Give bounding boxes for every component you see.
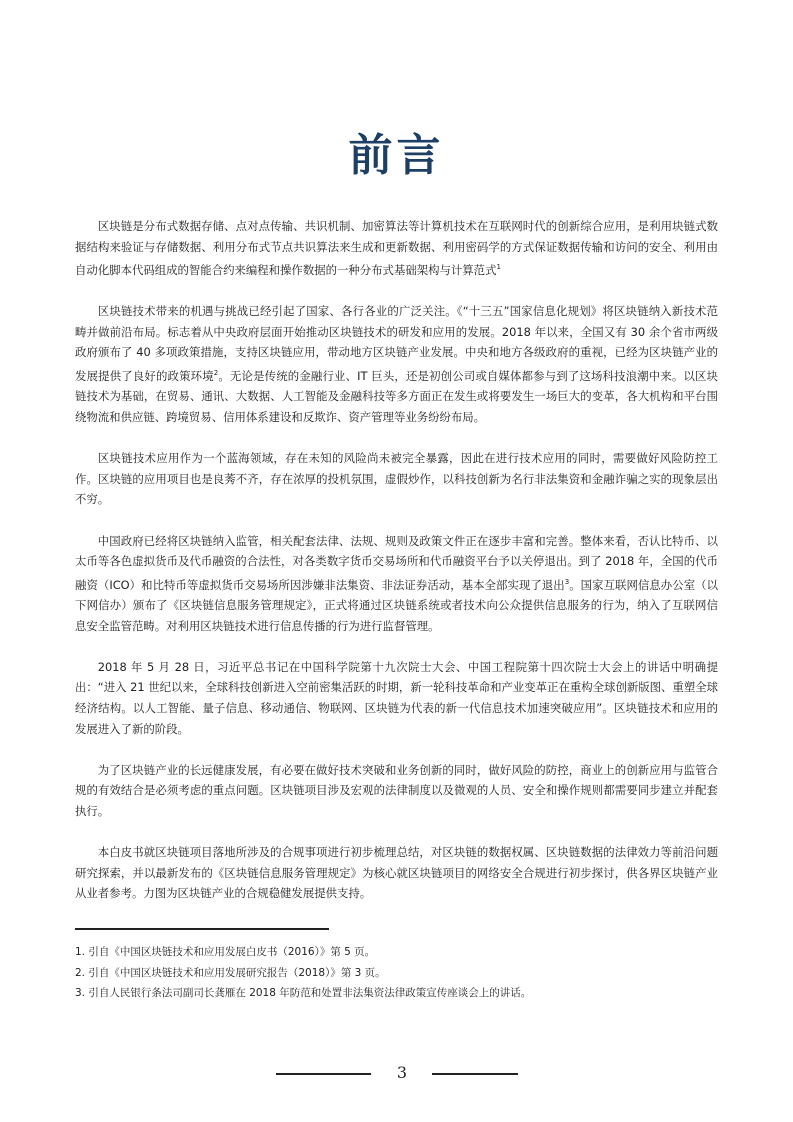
paragraph-3 xyxy=(75,448,718,510)
footnote-ref: 3 xyxy=(564,577,570,586)
page-title: 前言 xyxy=(348,130,445,181)
paragraph-text-cont: 。无论是传统的金融行业、IT 巨头，还是初创公司或自媒体都参与到了这场科技浪潮中来。以区块链技术为基础，在贸易、通讯、大数据、人工智能及金融科技等多方面正在发生或将要发生一场巨大的变革，各大机构和平台围绕物流和供应链、跨境贸易、信用体系建设和反欺诈、资产管理等业务纷纷布局。 xyxy=(75,368,718,424)
footnote-2: 2. 引自《中国区块链技术和应用发展研究报告（2018）》第 3 页。 xyxy=(75,966,386,979)
paragraph-5 xyxy=(75,657,718,739)
footnote-divider xyxy=(75,928,329,930)
paragraph-7 xyxy=(75,842,718,904)
page-footer xyxy=(0,1062,793,1086)
footer-rule-left xyxy=(276,1073,371,1075)
paragraph-text: 本白皮书就区块链项目落地所涉及的合规事项进行初步梳理总结，对区块链的数据权属、区块链数据的法律效力等前沿问题研究探索，并以最新发布的《区块链信息服务管理规定》为核心就区块链项目的网络安全合规进行初步探讨，供各界区块链产业从业者参考。力图为区块链产业的合规稳健发展提供支持。 xyxy=(75,845,718,901)
paragraph-1 xyxy=(75,216,718,281)
footnote-1: 1. 引自《中国区块链技术和应用发展白皮书（2016）》第 5 页。 xyxy=(75,946,376,958)
paragraph-text: 区块链技术应用作为一个蓝海领域，存在未知的风险尚未被完全暴露，因此在进行技术应用的同时，需要做好风险防控工作。区块链的应用项目也是良莠不齐，存在浓厚的投机氛围，虚假炒作，以科技创新为名行非法集资和金融诈骗之实的现象层出不穷。 xyxy=(75,451,718,507)
page-number: 3 xyxy=(396,1063,408,1082)
paragraph-text: 为了区块链产业的长远健康发展，有必要在做好技术突破和业务创新的同时，做好风险的防控，商业上的创新应用与监管合规的有效结合是必须考虑的重点问题。区块链项目涉及宏观的法律制度以及微观的人员、安全和操作规则都需要同步建立并配套执行。 xyxy=(75,762,718,819)
footer-rule-right xyxy=(432,1073,518,1075)
paragraph-6 xyxy=(75,760,718,822)
paragraph-2 xyxy=(75,301,718,427)
paragraph-text: 区块链是分布式数据存储、点对点传输、共识机制、加密算法等计算机技术在互联网时代的创新综合应用，是利用块链式数据结构来验证与存储数据、利用分布式节点共识算法来生成和更新数据、利用密码学的方式保证数据传输和访问的安全、利用由自动化脚本代码组成的智能合约来编程和操作数据的一种分布式基础架构与计算范式 xyxy=(75,219,718,277)
paragraph-text-cont: 。国家互联网信息办公室（以下网信办）颁布了《区块链信息服务管理规定》，正式将通过区块链系统或者技术向公众提供信息服务的行为，纳入了互联网信息安全监管范畴。对利用区块链技术进行信息传播的行为进行监督管理。 xyxy=(75,577,718,633)
paragraph-text: 区块链技术带来的机遇与挑战已经引起了国家、各行各业的广泛关注。《“十三五”国家信息化规划》将区块链纳入新技术范畴并做前沿布局。标志着从中央政府层面开始推动区块链技术的研发和应用的发展。2018 年以来，全国又有 30 余个省市两级政府颁布了 40 多项政策措施，支持区块链应用，带动地方区块链产业发展。中央和地方各级政府的重视，已经为区块链产业的发展提供了良好的政策环境 xyxy=(75,304,718,383)
footnote-ref: 1 xyxy=(496,263,501,272)
paragraph-4 xyxy=(75,531,718,637)
body-text xyxy=(75,216,718,925)
footnote-3: 3. 引自人民银行条法司副司长龚雁在 2018 年防范和处置非法集资法律政策宣传座谈会上的讲话。 xyxy=(75,987,532,999)
footnote-ref: 2 xyxy=(213,368,219,377)
paragraph-text: 2018 年 5 月 28 日，习近平总书记在中国科学院第十九次院士大会、中国工程院第十四次院士大会上的讲话中明确提出：“进入 21 世纪以来，全球科技创新进入空前密集活跃的时期，新一轮科技革命和产业变革正在重构全球创新版图、重塑全球经济结构。以人工智能、量子信息、移动通信、物联网、区块链为代表的新一代信息技术加速突破应用”。区块链技术和应用的发展进入了新的阶段。 xyxy=(75,659,718,736)
paragraph-text: 中国政府已经将区块链纳入监管，相关配套法律、法规、规则及政策文件正在逐步丰富和完善。整体来看，否认比特币、以太币等各色虚拟货币及代币融资的合法性，对各类数字货币交易场所和代币融资平台予以关停退出。到了 2018 年，全国的代币融资（ICO）和比特币等虚拟货币交易场所因涉嫌非法集资、非法证券活动，基本全部实现了退出 xyxy=(75,533,718,592)
footnotes xyxy=(75,942,718,1004)
